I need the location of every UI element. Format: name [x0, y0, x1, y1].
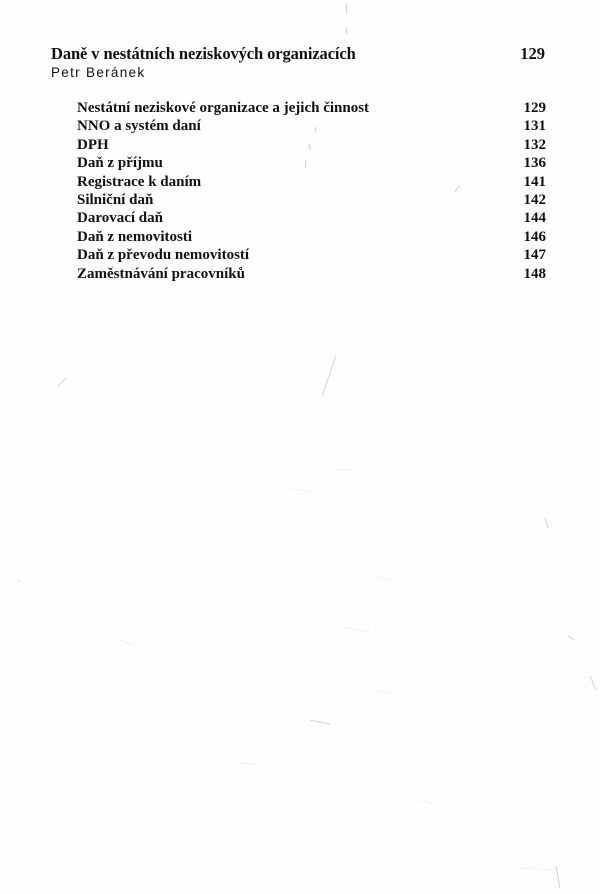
toc-entry — [77, 99, 546, 117]
toc-entry-label: Nestátní neziskové organizace a jejich činnost — [77, 100, 370, 116]
toc-entry-page: 129 — [523, 100, 546, 116]
toc-entry-label: Silniční daň — [77, 191, 154, 208]
toc-entry — [77, 209, 546, 227]
toc-entry-page: 142 — [523, 191, 546, 208]
toc-entry-page: 131 — [523, 118, 546, 135]
toc-entry — [77, 136, 546, 154]
chapter-heading — [51, 44, 548, 66]
toc-entry-page: 136 — [523, 155, 546, 172]
toc-entry — [77, 228, 546, 246]
chapter-author: Petr Beránek — [51, 65, 146, 80]
toc-entry-label: Daň z příjmu — [77, 155, 163, 172]
toc-entry-page: 144 — [523, 210, 546, 227]
toc-entry — [77, 173, 546, 191]
toc-entry-label: Darovací daň — [77, 210, 163, 227]
toc-entry-page: 147 — [523, 247, 546, 264]
toc-entry-page: 141 — [523, 173, 546, 190]
toc-entry-page: 148 — [523, 265, 546, 282]
table-of-contents — [77, 99, 546, 283]
toc-entry-label: Daň z nemovitosti — [77, 228, 192, 245]
toc-entry — [77, 117, 546, 135]
toc-entry — [77, 191, 546, 209]
toc-entry-page: 146 — [523, 228, 546, 245]
toc-entry-page: 132 — [523, 136, 546, 153]
toc-entry-label: Registrace k daním — [77, 173, 202, 190]
chapter-title: Daně v nestátních neziskových organizacích — [51, 44, 356, 63]
chapter-page-number: 129 — [520, 44, 545, 63]
toc-entry — [77, 246, 546, 264]
toc-entry-label: Zaměstnávání pracovníků — [77, 265, 245, 282]
toc-entry — [77, 154, 546, 172]
toc-entry-label: DPH — [77, 136, 109, 153]
toc-entry — [77, 265, 546, 283]
toc-entry-label: NNO a systém daní — [77, 118, 201, 135]
toc-entry-label: Daň z převodu nemovitostí — [77, 247, 250, 264]
